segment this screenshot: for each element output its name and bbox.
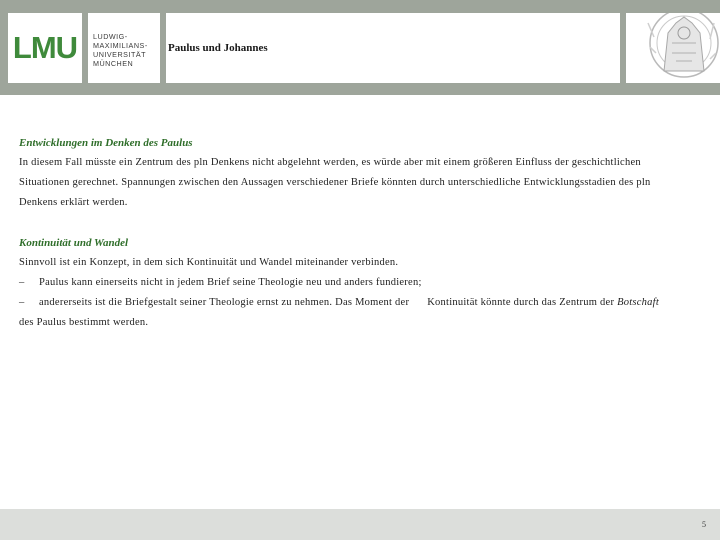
university-name-line: MAXIMILIANS- — [93, 41, 148, 50]
bullet-text: Paulus kann einerseits nicht in jedem Brief seine Theologie neu und anders fundieren; — [39, 277, 422, 288]
section-heading: Entwicklungen im Denken des Paulus — [19, 137, 193, 149]
spacer — [19, 213, 699, 233]
bullet-dash: – — [19, 277, 25, 288]
university-name-line: LUDWIG- — [93, 32, 128, 41]
university-name-line: MÜNCHEN — [93, 59, 134, 68]
body-line: In diesem Fall müsste ein Zentrum des pln Denkens nicht abgelehnt werden, es würde aber mit einem größeren Einfluss der geschichtlichen — [19, 157, 641, 168]
slide-footer — [0, 509, 720, 540]
title-box — [166, 13, 620, 83]
university-name-line: UNIVERSITÄT — [93, 50, 147, 59]
slide-header — [0, 0, 720, 95]
university-seal — [626, 13, 720, 83]
lmu-logo-text: LMU — [12, 30, 78, 65]
lmu-logo — [8, 13, 82, 83]
bullet-dash: – — [19, 297, 25, 308]
body-line: Denkens erklärt werden. — [19, 197, 128, 208]
slide-content — [19, 133, 699, 333]
body-line: des Paulus bestimmt werden. — [19, 317, 149, 328]
body-line: Situationen gerechnet. Spannungen zwischen den Aussagen verschiedener Briefe könnten durch unterschiedliche Entwicklungsstadien des pln — [19, 177, 651, 188]
bullet-line — [19, 273, 699, 293]
seal-icon — [626, 13, 720, 83]
body-line: Sinnvoll ist ein Konzept, in dem sich Kontinuität und Wandel miteinander verbinden. — [19, 257, 399, 268]
page-number: 5 — [702, 520, 706, 529]
emphasis-text: Botschaft — [617, 297, 659, 308]
university-name-box — [88, 13, 160, 83]
bullet-text: andererseits ist die Briefgestalt seiner Theologie ernst zu nehmen. Das Moment der — [39, 297, 410, 308]
bullet-line — [19, 293, 699, 313]
slide-title: Paulus und Johannes — [168, 42, 268, 54]
bullet-text: Kontinuität könnte durch das Zentrum der — [427, 297, 615, 308]
section-heading: Kontinuität und Wandel — [19, 237, 129, 249]
